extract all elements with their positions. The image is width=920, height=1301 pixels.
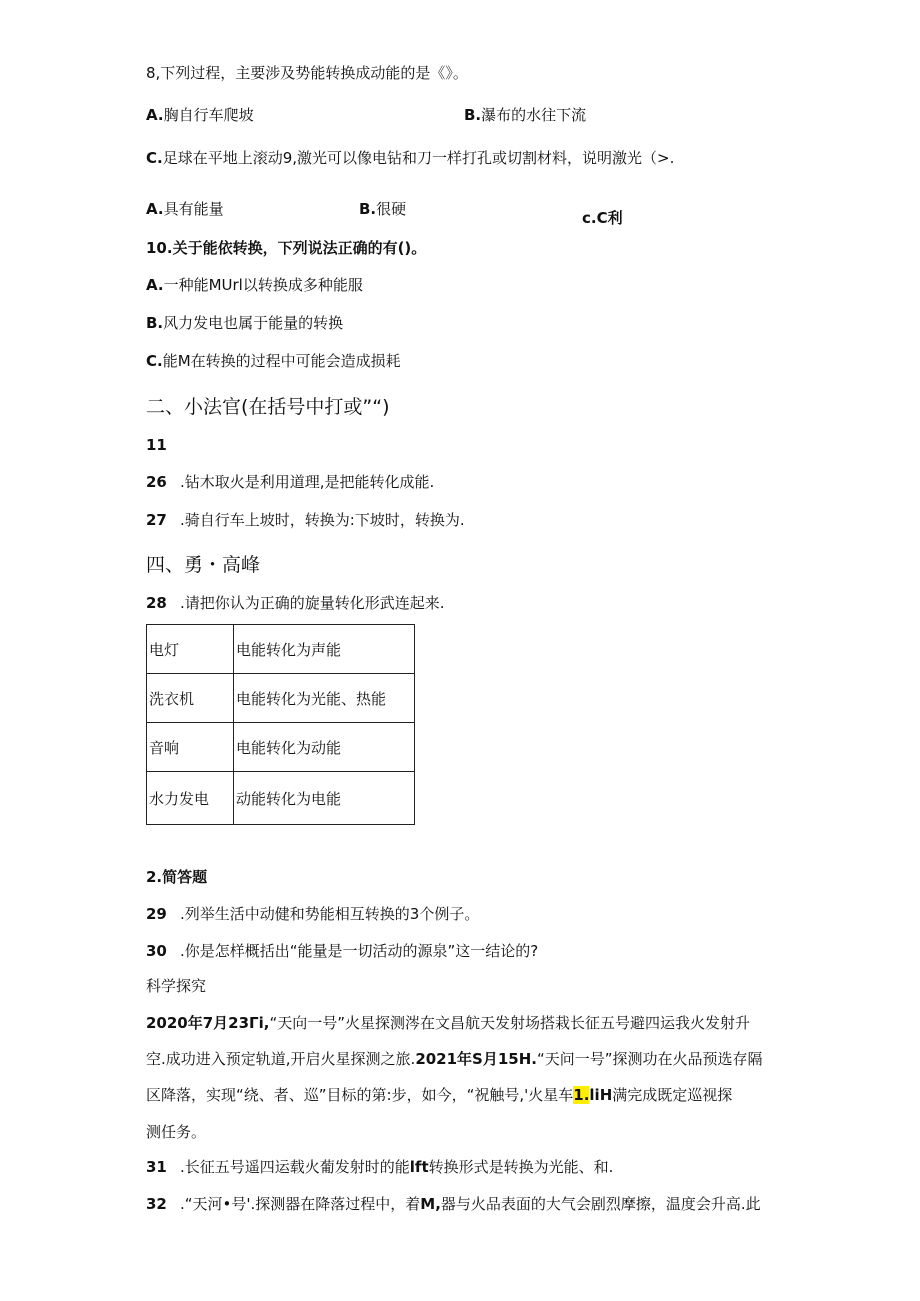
q32 — [146, 1194, 761, 1214]
question-text: .请把你认为正确的旋量转化形武连起来. — [180, 594, 445, 612]
question-text: .你是怎样概括出“能量是一切活动的源泉”这一结论的? — [180, 942, 539, 960]
question-text: .列举生活中动健和势能相互转换的3个例子。 — [180, 905, 480, 923]
passage-text-bold: liH — [589, 1086, 613, 1104]
option-text: 能M在转换的过程中可能会造成损耗 — [162, 352, 401, 370]
section-heading-challenge: 四、勇・高峰 — [146, 554, 261, 576]
option-label: B. — [464, 106, 482, 124]
passage-text: 满完成既定巡视探 — [612, 1086, 733, 1104]
q26 — [146, 472, 434, 492]
q8-stem: 8,下列过程，主要涉及势能转换成动能的是《》。 — [146, 64, 468, 82]
option-label: C. — [146, 149, 163, 167]
q8-option-c-and-q9-stem — [146, 148, 674, 168]
table-row — [147, 772, 415, 825]
q28 — [146, 593, 445, 613]
option-label: A. — [146, 200, 164, 218]
q27 — [146, 510, 465, 530]
q10-option-c — [146, 351, 401, 371]
conversion-cell: 电能转化为动能 — [234, 723, 415, 772]
section-heading-judge: 二、小法官(在括号中打或”“) — [146, 396, 390, 418]
option-label: A. — [146, 106, 164, 124]
conversion-cell: 电能转化为光能、热能 — [234, 674, 415, 723]
device-cell: 水力发电 — [147, 772, 234, 825]
question-text: .钻木取火是利用道理,是把能转化成能. — [180, 473, 435, 491]
table-row — [147, 674, 415, 723]
table-row — [147, 723, 415, 772]
q10-option-b — [146, 313, 343, 333]
device-cell: 电灯 — [147, 625, 234, 674]
question-number: 32 — [146, 1195, 167, 1213]
option-text: 具有能量 — [163, 200, 224, 218]
question-number: 30 — [146, 942, 167, 960]
section-heading-science: 科学探究 — [146, 977, 207, 995]
section-heading-short-answer — [146, 867, 207, 887]
option-label: A. — [146, 276, 164, 294]
option-text: 风力发电也属于能量的转换 — [163, 314, 344, 332]
passage-date: 2020年7月23Γi, — [146, 1014, 270, 1032]
passage-date: 2021年S月15H. — [415, 1050, 537, 1068]
q31 — [146, 1157, 613, 1177]
passage-text: “天向一号”火星探测涔在文昌航天发射场搭栽长征五号避四运我火发射升 — [269, 1014, 751, 1032]
option-label: B. — [359, 200, 377, 218]
section-label: 2.简答题 — [146, 868, 208, 886]
option-text: 很硬 — [376, 200, 407, 218]
passage-line-3 — [146, 1085, 732, 1105]
question-number: 28 — [146, 594, 167, 612]
option-label: B. — [146, 314, 164, 332]
q8-option-b — [464, 105, 586, 125]
question-number: 27 — [146, 511, 167, 529]
passage-text: 区降落，实现“绕、者、巡”目标的第:步，如今，“祝触号,'火星车 — [146, 1086, 574, 1104]
q9-option-a — [146, 199, 224, 219]
q9-option-c: c.C利 — [582, 209, 623, 227]
conversion-cell: 电能转化为声能 — [234, 625, 415, 674]
device-cell: 洗衣机 — [147, 674, 234, 723]
question-text-bold: M, — [420, 1195, 441, 1213]
passage-line-1 — [146, 1013, 750, 1033]
device-cell: 音响 — [147, 723, 234, 772]
q10-option-a — [146, 275, 363, 295]
question-text: .骑自行车上坡时，转换为:下坡时，转换为. — [180, 511, 465, 529]
question-text: 转换形式是转换为光能、和. — [428, 1158, 614, 1176]
question-number: 31 — [146, 1158, 167, 1176]
passage-text: 空.成功进入预定轨道,开启火星探测之旅. — [146, 1050, 416, 1068]
q10-stem: 10.关于能依转换，下列说法正确的有()。 — [146, 239, 427, 257]
q29 — [146, 904, 479, 924]
q9-stem: 9,激光可以像电钻和刀一样打孔或切割材料，说明激光（>. — [282, 149, 675, 167]
question-number: 26 — [146, 473, 167, 491]
conversion-cell: 动能转化为电能 — [234, 772, 415, 825]
q11-number: 11 — [146, 436, 167, 454]
option-text: 足球在平地上滚动 — [162, 149, 283, 167]
q8-option-a — [146, 105, 254, 125]
question-text-bold: lft — [409, 1158, 429, 1176]
q30 — [146, 941, 538, 961]
passage-text: “天问一号”探测功在火品预选存隔 — [537, 1050, 763, 1068]
question-text: .“天河•号'.探测器在降落过程中，着 — [180, 1195, 421, 1213]
q9-option-b — [359, 199, 406, 219]
table-row — [147, 625, 415, 674]
question-text: 器与火品表面的大气会剧烈摩擦，温度会升高.此 — [440, 1195, 761, 1213]
matching-table — [146, 624, 415, 825]
option-label: C. — [146, 352, 163, 370]
question-number: 29 — [146, 905, 167, 923]
option-text: 瀑布的水往下流 — [481, 106, 587, 124]
question-text: .长征五号遥四运载火葡发射时的能 — [180, 1158, 410, 1176]
option-text: 胸自行车爬坡 — [163, 106, 254, 124]
passage-line-2 — [146, 1049, 763, 1069]
option-text: 一种能MUrl以转换成多种能服 — [163, 276, 363, 294]
passage-line-4: 测任务。 — [146, 1123, 207, 1141]
highlighted-text: 1. — [573, 1086, 590, 1104]
